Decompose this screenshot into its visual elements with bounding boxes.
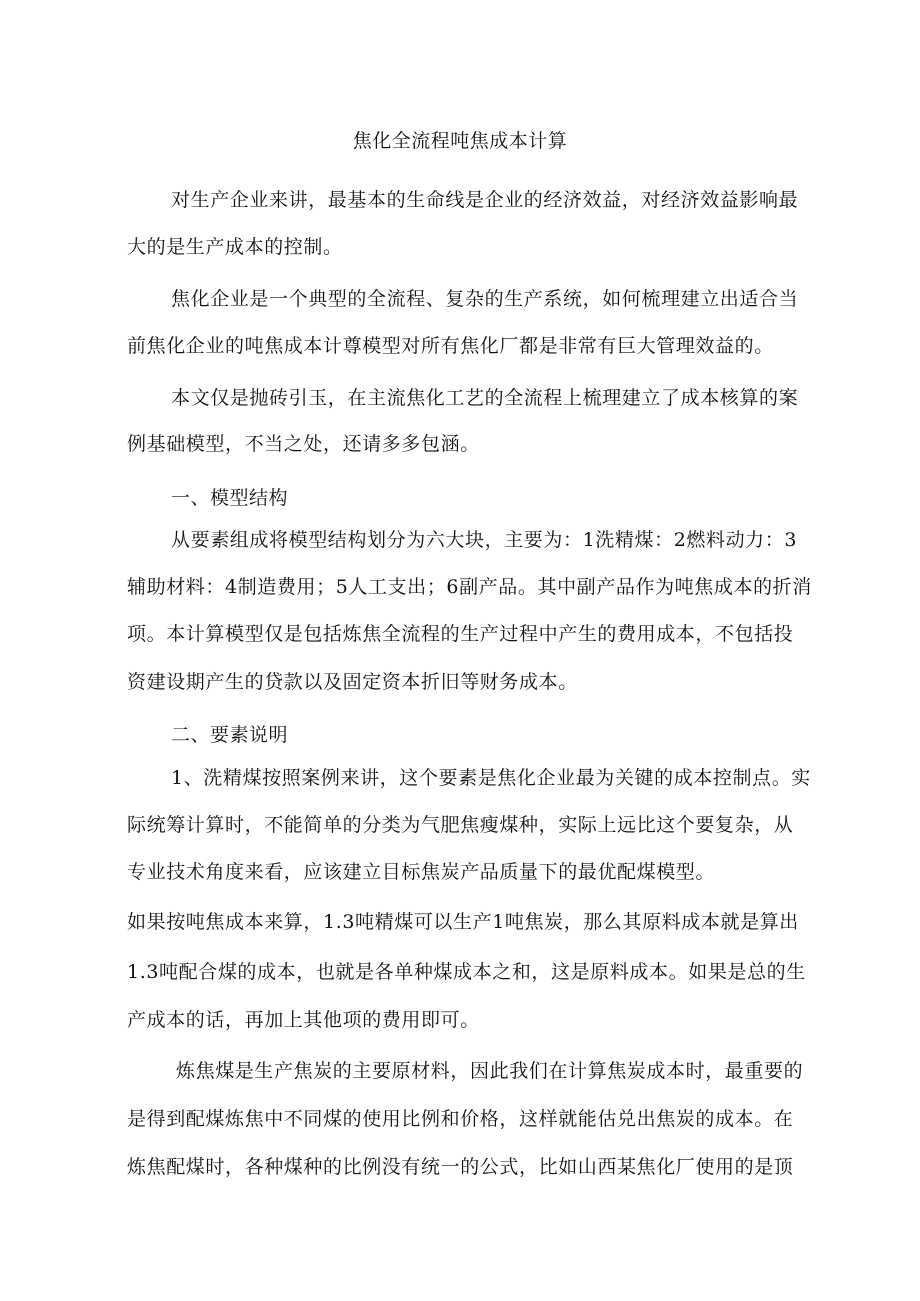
paragraph-6-line-2: 1.3吨配合煤的成本，也就是各单种煤成本之和，这是原料成本。如果是总的生 <box>127 961 806 983</box>
document-title: 焦化全流程吨焦成本计算 <box>352 130 568 152</box>
paragraph-6-line-3: 产成本的话，再加上其他项的费用即可。 <box>127 1009 480 1031</box>
paragraph-2-line-1: 焦化企业是一个典型的全流程、复杂的生产系统，如何梳理建立出适合当 <box>171 288 799 310</box>
section-heading-element-description: 二、要素说明 <box>171 724 289 746</box>
paragraph-5-line-1: 1、洗精煤按照案例来讲，这个要素是焦化企业最为关键的成本控制点。实 <box>171 767 811 789</box>
paragraph-4-line-3: 项。本计算模型仅是包括炼焦全流程的生产过程中产生的费用成本，不包括投 <box>127 623 794 645</box>
paragraph-6-line-1: 如果按吨焦成本来算，1.3吨精煤可以生产1吨焦炭，那么其原料成本就是算出 <box>127 911 799 933</box>
paragraph-4-line-1: 从要素组成将模型结构划分为六大块，主要为：1洗精煤：2燃料动力：3 <box>171 529 798 551</box>
paragraph-1-line-1: 对生产企业来讲，最基本的生命线是企业的经济效益，对经济效益影响最 <box>171 189 799 211</box>
paragraph-3-line-2: 例基础模型，不当之处，还请多多包涵。 <box>127 433 480 455</box>
paragraph-7-line-3: 炼焦配煤时，各种煤种的比例没有统一的公式，比如山西某焦化厂使用的是顶 <box>127 1156 794 1178</box>
paragraph-4-line-2: 辅助材料：4制造费用；5人工支出；6副产品。其中副产品作为吨焦成本的折消 <box>127 576 812 598</box>
paragraph-2-line-2: 前焦化企业的吨焦成本计尊模型对所有焦化厂都是非常有巨大管理效益的。 <box>127 335 774 357</box>
paragraph-7-line-2: 是得到配煤炼焦中不同煤的使用比例和价格，这样就能估兑出焦炭的成本。在 <box>127 1108 794 1130</box>
paragraph-4-line-4: 资建设期产生的贷款以及固定资本折旧等财务成本。 <box>127 671 578 693</box>
paragraph-5-line-3: 专业技术角度来看，应该建立目标焦炭产品质量下的最优配煤模型。 <box>127 861 716 883</box>
paragraph-3-line-1: 本文仅是抛砖引玉，在主流焦化工艺的全流程上梳理建立了成本核算的案 <box>171 387 799 409</box>
section-heading-model-structure: 一、模型结构 <box>171 487 289 509</box>
paragraph-5-line-2: 际统筹计算时，不能简单的分类为气肥焦瘦煤种，实际上远比这个要复杂，从 <box>127 814 794 836</box>
paragraph-7-line-1: 炼焦煤是生产焦炭的主要原材料，因此我们在计算焦炭成本时，最重要的 <box>176 1060 804 1082</box>
paragraph-1-line-2: 大的是生产成本的控制。 <box>127 236 343 258</box>
